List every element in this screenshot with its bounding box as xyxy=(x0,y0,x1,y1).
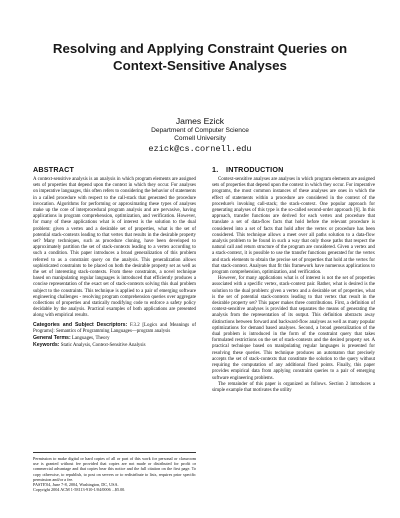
right-column xyxy=(212,165,375,394)
author-name: James Ezick xyxy=(175,116,225,126)
introduction-heading xyxy=(212,165,375,174)
title-line-1: Resolving and Applying Constraint Queries on xyxy=(52,41,348,56)
author-department: Department of Computer Science xyxy=(151,127,249,134)
keywords-block xyxy=(33,322,196,350)
permission-notice: Permission to make digital or hard copies of all or part of this work for personal or classroom use is granted without fee provided that copies are not made or distributed for profit or commercial advantage and that copies bear this notice and the full citation on the first page. To copy otherwise, to republish, to post on servers or to redistribute to lists, requires prior specific permission and/or a fee. xyxy=(33,456,196,482)
categories-text: F.3.2 [Logics and Meanings of Programs]: Semantics of Programming Languages—program analysis xyxy=(33,322,196,334)
left-column xyxy=(33,165,196,349)
copyright-line: Copyright 2004 ACM 1-58113-910-1/04/0006 ...$5.00. xyxy=(33,487,126,493)
categories-line xyxy=(33,322,196,335)
title-line-2: Context-Sensitive Analyses xyxy=(113,58,287,73)
intro-paragraph-2: However, for many applications what is of interest is not the set of properties associated with a specific vertex, stack-context pair. Rather, what is desired is the solution to the dual problem: given a vertex and a desirable set of properties, what is the set of potential stack-contexts leading to that vertex that result in the desirable property set? This paper makes three contributions. First, a definition of context-sensitive analyses is provided that separates the means of generating the analysis from the representation of its output. This definition abstracts away distinctions between forward and backward-flow analyses as well as many popular optimizations for demand based analyses. Second, a broad generalization of the dual problem is introduced in the form of the constraint query that takes formulated restrictions on the set of stack-contexts and the desired property set. A practical technique based on manipulating regular languages is presented for resolving these queries. This technique produces an automaton that precisely accepts the set of stack-contexts that constitute the solution to the query without requiring the computation of any additional fixed points. Finally, this paper provides empirical data from applying constraint queries to a pair of emerging software engineering problems. xyxy=(212,276,375,381)
categories-label: Categories and Subject Descriptors: xyxy=(33,321,128,328)
paper-title xyxy=(20,40,380,74)
intro-paragraph-1: Context-sensitive analyses are analyses in which program elements are assigned sets of properties that depend upon the context in which they occur. For imperative programs, the most common instances of these analyses are ones in which the effect of statements within a procedure are considered in the context of the procedure's invoking call-stack; the stack-context. One popular approach for generating analyses of this type is the so-called second-order approach [6]. In this approach, transfer functions are derived for each vertex and procedure that translate a set of data-flow facts that hold before the relevant procedure is considered into a set of facts that hold after the vertex or procedure has been considered. This technique allows a meet over all paths solution to a data-flow analysis problem to be found in such a way that only those paths that respect the natural call and return structure of the program are considered. Given a vertex and a stack-context, it is possible to use the transfer functions generated for the vertex and stack elements to obtain the precise set of properties that hold at the vertex for that stack-context. Analyses that fit this framework have numerous applications to program comprehension, optimization, and verification. xyxy=(212,177,375,276)
keywords-text: Static Analysis, Context-Sensitive Analysis xyxy=(60,343,146,349)
general-terms-text: Languages, Theory xyxy=(71,336,110,342)
introduction-title: INTRODUCTION xyxy=(226,165,284,174)
copyright-footnote xyxy=(33,452,196,492)
author-university: Cornell University xyxy=(174,135,226,142)
venue-line: PASTE'04, June 7-8, 2004, Washington, DC, USA. xyxy=(33,482,119,488)
keywords-label: Keywords: xyxy=(33,342,60,349)
introduction-number: 1. xyxy=(212,165,219,174)
intro-paragraph-3: The remainder of this paper is organized as follows. Section 2 introduces a simple example that motivates the utility xyxy=(212,381,375,393)
author-email: ezick@cs.cornell.edu xyxy=(148,144,252,154)
abstract-heading: ABSTRACT xyxy=(33,165,75,174)
abstract-text: A context-sensitive analysis is an analysis in which program elements are assigned sets of properties that depend upon the context in which they occur. For analyses on imperative languages, this often refers to considering the behavior of statements in a called procedure with respect to the call-stack that generated the procedure invocation. Algorithms for performing or approximating these types of analyses make up the core of interprocedural program analysis and are pervasive, having applications in program comprehension, optimization, and verification. However, for many of these applications what is of interest is the solution to the dual problem: given a vertex and a desirable set of properties, what is the set of potential stack-contexts leading to that vertex that results in the desirable property set? Many techniques, such as procedure cloning, have been developed to approximately partition the set of stack-contexts leading to a vertex according to such a condition. This paper introduces a broad generalization of this problem referred to as a constraint query on the analysis. This generalization allows sophisticated constraints to be placed on both the desirable property set as well as the set of interesting stack-contexts. From these constraints, a novel technique based on manipulating regular languages is introduced that efficiently produces a concise representation of the exact set of stack-contexts solving this dual problem subject to the constraints. This technique is applied to a pair of emerging software engineering challenges - resolving program comprehension queries over aggregate collections of properties and statically modifying code to enforce a safety policy decidable by the analysis. Practical examples of both applications are presented along with empirical results. xyxy=(33,177,196,319)
general-terms-label: General Terms: xyxy=(33,335,71,342)
general-terms-line xyxy=(33,335,196,342)
keywords-line xyxy=(33,342,196,349)
